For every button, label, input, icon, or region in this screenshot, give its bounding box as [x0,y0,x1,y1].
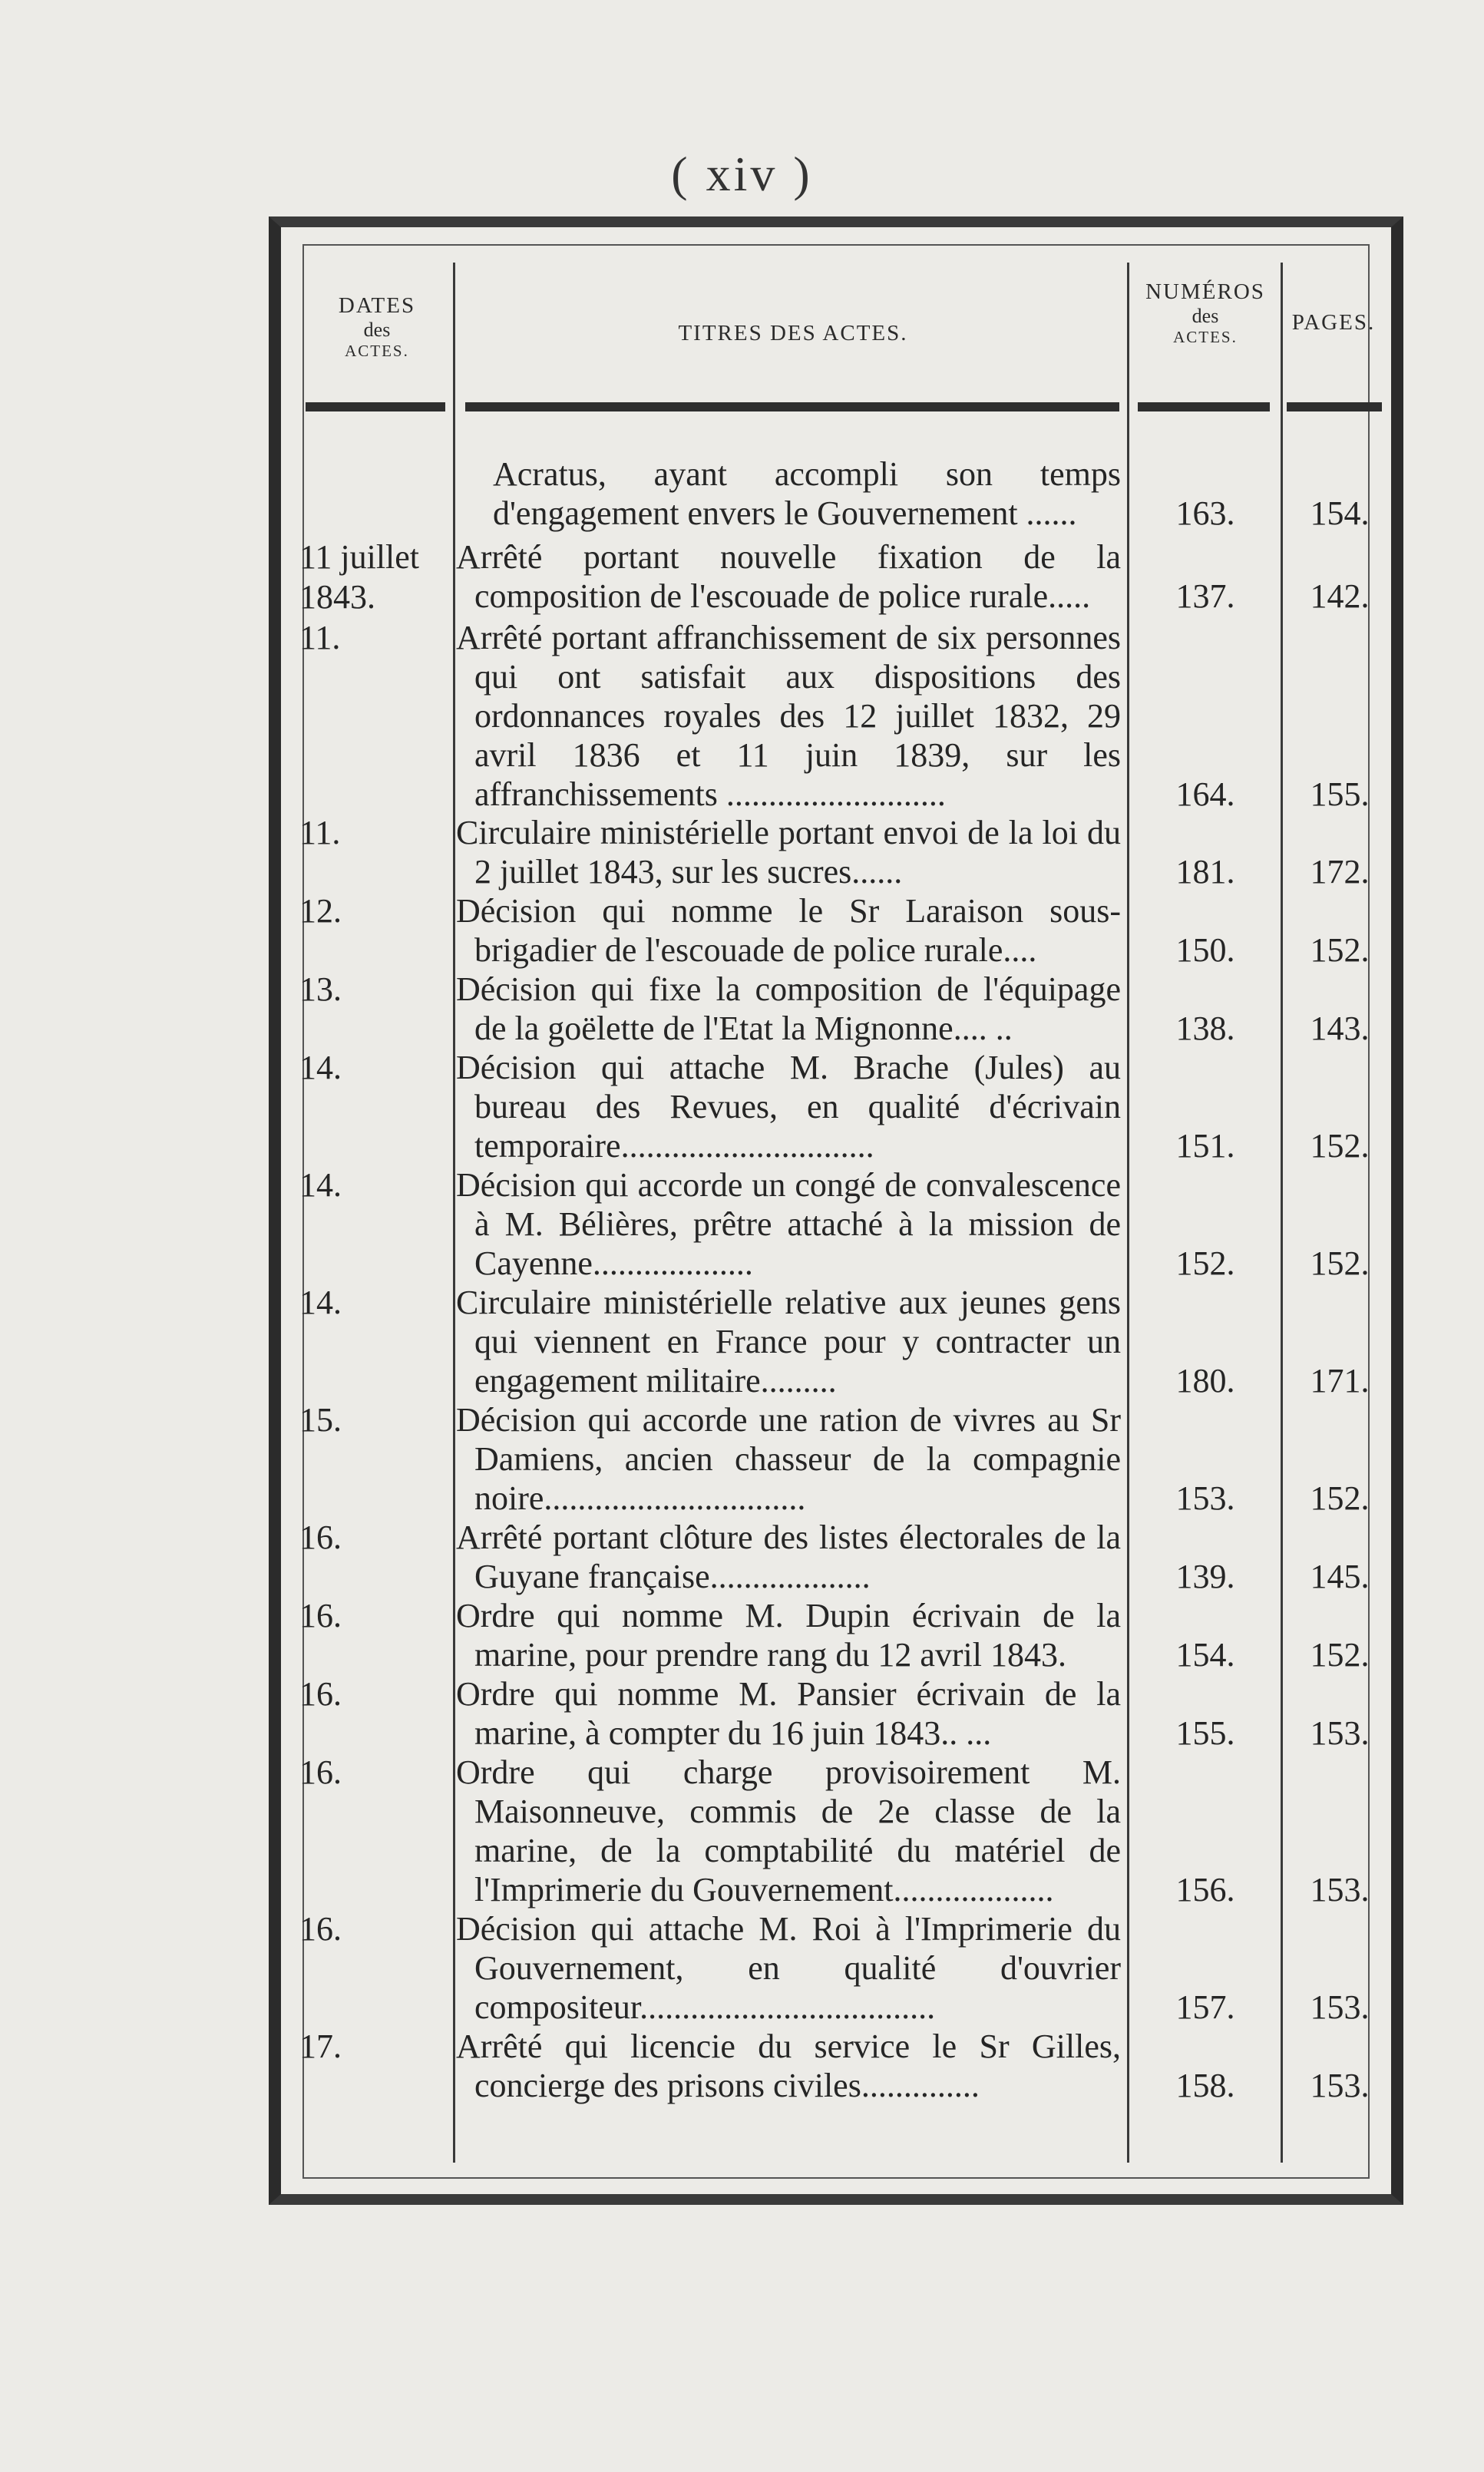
row-date: 16. [299,1753,342,1791]
header-rule-date [306,402,445,411]
row-number: 180. [1175,1362,1235,1400]
row-page: 154. [1310,494,1370,532]
header-title [461,321,1125,346]
row-page: 152. [1310,1127,1370,1165]
header-number-line3: ACTES. [1173,328,1238,346]
header-rule-number [1138,402,1270,411]
row-page: 152. [1310,1244,1370,1282]
row-page: 153. [1310,1714,1370,1752]
row-number: 138. [1175,1010,1235,1047]
row-date: 16. [299,1519,342,1556]
row-page: 152. [1310,1636,1370,1674]
row-title: Décision qui accorde une ration de vivres au Sr Damiens, ancien chasseur de la compagnie noire............................... [456,1401,1121,1517]
header-number [1130,279,1281,347]
row-title: Décision qui attache M. Roi à l'Imprimerie du Gouvernement, en qualité d'ouvrier compositeur................................... [456,1910,1121,2026]
row-date: 12. [299,892,342,930]
row-date: 16. [299,1597,342,1634]
row-date: 14. [299,1166,342,1204]
row-number: 150. [1175,931,1235,969]
row-date: 16. [299,1910,342,1948]
header-pages [1284,310,1383,335]
row-title: Décision qui fixe la composition de l'équipage de la goëlette de l'Etat la Mignonne.... .. [456,970,1121,1047]
row-page: 152. [1310,1479,1370,1517]
page-number: ( xiv ) [671,147,813,201]
row-number: 164. [1175,775,1235,813]
header-date-line2: des [363,319,391,341]
column-divider-date [453,263,455,2163]
header-title-text: TITRES DES ACTES. [678,321,908,345]
row-number: 151. [1175,1127,1235,1165]
row-number: 158. [1175,2067,1235,2104]
row-title: Ordre qui nomme M. Pansier écrivain de la marine, à compter du 16 juin 1843.. ... [456,1675,1121,1752]
header-number-line1: NUMÉROS [1145,279,1265,304]
row-title: Ordre qui nomme M. Dupin écrivain de la marine, pour prendre rang du 12 avril 1843. [456,1597,1121,1674]
row-number: 152. [1175,1244,1235,1282]
row-date: 14. [299,1284,342,1321]
row-number: 137. [1175,577,1235,615]
row-date: 16. [299,1675,342,1713]
row-title: Arrêté portant clôture des listes électorales de la Guyane française................... [456,1519,1121,1595]
row-title: Arrêté qui licencie du service le Sr Gilles, concierge des prisons civiles.............. [456,2028,1121,2104]
row-title: Ordre qui charge provisoirement M. Maisonneuve, commis de 2e classe de la marine, de la comptabilité du matériel de l'Imprimerie du Gouvernement................... [456,1753,1121,1909]
header-date [304,293,450,361]
row-date: 11. [299,814,341,851]
row-title: Décision qui attache M. Brache (Jules) au bureau des Revues, en qualité d'écrivain temporaire.............................. [456,1049,1121,1165]
row-date: 11 juillet 1843. [299,538,420,616]
row-page: 145. [1310,1558,1370,1595]
row-number: 157. [1175,1988,1235,2026]
row-number: 154. [1175,1636,1235,1674]
row-date: 13. [299,970,342,1008]
row-title: Décision qui nomme le Sr Laraison sous-brigadier de l'escouade de police rurale.... [456,892,1121,969]
row-page: 172. [1310,853,1370,891]
row-number: 153. [1175,1479,1235,1517]
row-title: Circulaire ministérielle portant envoi de la loi du 2 juillet 1843, sur les sucres...... [456,814,1121,891]
row-title: Acratus, ayant accompli son temps d'engagement envers le Gouvernement ...... [493,455,1121,532]
row-number: 139. [1175,1558,1235,1595]
row-page: 155. [1310,775,1370,813]
header-rule-title [465,402,1119,411]
header-date-line1: DATES [338,293,416,318]
row-title: Décision qui accorde un congé de convalescence à M. Bélières, prêtre attaché à la mission de Cayenne................... [456,1166,1121,1282]
header-rule-pages [1287,402,1382,411]
row-title: Arrêté portant affranchissement de six personnes qui ont satisfait aux dispositions des ordonnances royales des 12 juillet 1832, 29 avril 1836 et 11 juin 1839, sur les affranchissements .......................... [456,619,1121,813]
row-date: 14. [299,1049,342,1086]
row-date: 17. [299,2028,342,2065]
row-page: 142. [1310,577,1370,615]
row-title: Circulaire ministérielle relative aux jeunes gens qui viennent en France pour y contracter un engagement militaire......... [456,1284,1121,1400]
row-page: 171. [1310,1362,1370,1400]
row-number: 155. [1175,1714,1235,1752]
row-number: 163. [1175,494,1235,532]
row-number: 181. [1175,853,1235,891]
row-date: 11. [299,619,341,656]
row-page: 152. [1310,931,1370,969]
header-number-line2: des [1191,305,1219,327]
row-date: 15. [299,1401,342,1439]
row-number: 156. [1175,1871,1235,1909]
row-page: 153. [1310,2067,1370,2104]
row-title: Arrêté portant nouvelle fixation de la composition de l'escouade de police rurale..... [456,538,1121,615]
header-date-line3: ACTES. [345,342,409,360]
row-page: 153. [1310,1988,1370,2026]
header-pages-text: PAGES. [1291,310,1376,335]
row-page: 153. [1310,1871,1370,1909]
row-page: 143. [1310,1010,1370,1047]
